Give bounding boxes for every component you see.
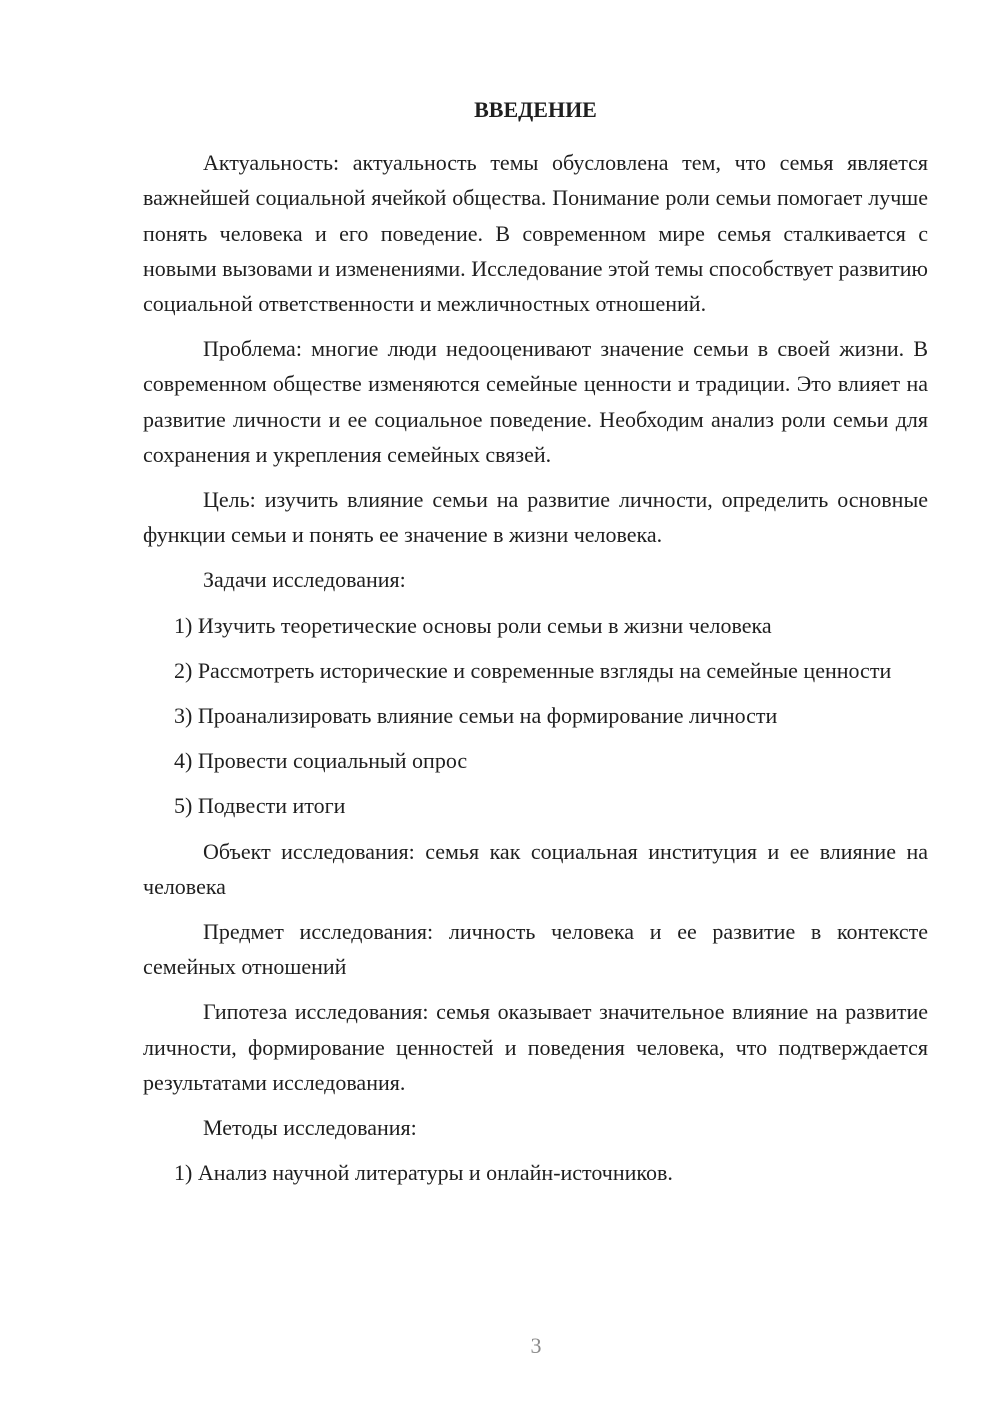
hypothesis-paragraph: Гипотеза исследования: семья оказывает значительное влияние на развитие личности, формирование ценностей и поведения человека, что подтверждается результатами исследования. (143, 999, 928, 1095)
method-item-1: 1) Анализ научной литературы и онлайн-источников. (174, 1160, 673, 1186)
task-item-5: 5) Подвести итоги (174, 793, 346, 819)
task-item-4: 4) Провести социальный опрос (174, 748, 468, 774)
subject-paragraph: Предмет исследования: личность человека и ее развитие в контексте семейных отношений (143, 919, 928, 980)
task-item-2: 2) Рассмотреть исторические и современные взгляды на семейные ценности (174, 657, 892, 683)
tasks-heading: Задачи исследования: (203, 567, 406, 593)
section-title: ВВЕДЕНИЕ (474, 97, 597, 122)
task-item-3: 3) Проанализировать влияние семьи на формирование личности (174, 703, 778, 729)
document-page (143, 92, 928, 1200)
problem-paragraph: Проблема: многие люди недооценивают значение семьи в своей жизни. В современном обществе изменяются семейные ценности и традиции. Это влияет на развитие личности и ее социальное поведение. Необходим анализ роли семьи для сохранения и укрепления семейных связей. (143, 336, 928, 467)
goal-paragraph: Цель: изучить влияние семьи на развитие личности, определить основные функции семьи и понять ее значение в жизни человека. (143, 487, 928, 548)
methods-heading: Методы исследования: (203, 1115, 417, 1141)
object-paragraph: Объект исследования: семья как социальная институция и ее влияние на человека (143, 838, 928, 899)
task-item-1: 1) Изучить теоретические основы роли семьи в жизни человека (174, 612, 772, 638)
relevance-paragraph: Актуальность: актуальность темы обусловлена тем, что семья является важнейшей социальной ячейкой общества. Понимание роли семьи помогает лучше понять человека и его поведение. В современном мире семья сталкивается с новыми вызовами и изменениями. Исследование этой темы способствует развитию социальной ответственности и межличностных отношений. (143, 150, 928, 317)
page-number: 3 (530, 1333, 542, 1358)
